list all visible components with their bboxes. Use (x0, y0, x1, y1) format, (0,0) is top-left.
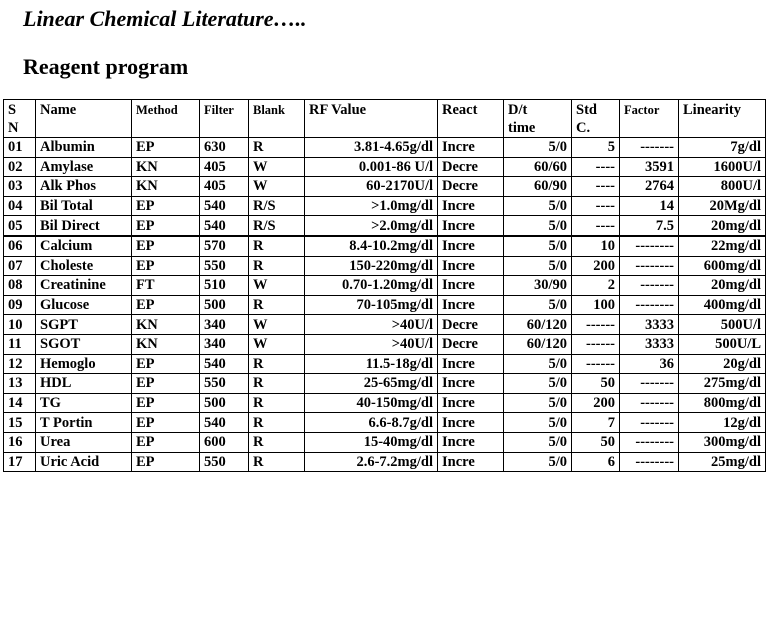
cell-rf-value: 11.5-18g/dl (305, 354, 438, 374)
header-name: Name (36, 100, 132, 138)
cell-std: ---- (572, 177, 620, 197)
cell-filter: 540 (200, 413, 249, 433)
cell-sn: 12 (4, 354, 36, 374)
cell-react: Incre (438, 393, 504, 413)
cell-std: ---- (572, 196, 620, 216)
cell-std: ---- (572, 216, 620, 236)
table-row (4, 432, 766, 452)
cell-std: 7 (572, 413, 620, 433)
cell-std: ------ (572, 334, 620, 354)
cell-std: 2 (572, 276, 620, 296)
cell-react: Incre (438, 256, 504, 276)
cell-filter: 340 (200, 315, 249, 335)
cell-std: 10 (572, 236, 620, 256)
cell-dt-time: 5/0 (504, 393, 572, 413)
cell-linearity: 22mg/dl (679, 236, 766, 256)
cell-react: Decre (438, 334, 504, 354)
cell-blank: W (249, 157, 305, 177)
table-row (4, 295, 766, 315)
header-blank: Blank (249, 100, 305, 138)
cell-dt-time: 60/90 (504, 177, 572, 197)
cell-sn: 09 (4, 295, 36, 315)
cell-rf-value: 8.4-10.2mg/dl (305, 236, 438, 256)
cell-blank: W (249, 276, 305, 296)
cell-factor: ------- (620, 374, 679, 394)
cell-dt-time: 5/0 (504, 413, 572, 433)
cell-rf-value: 70-105mg/dl (305, 295, 438, 315)
table-row (4, 393, 766, 413)
cell-react: Decre (438, 177, 504, 197)
cell-name: Urea (36, 432, 132, 452)
cell-name: Albumin (36, 138, 132, 158)
cell-sn: 11 (4, 334, 36, 354)
header-sn: S N (4, 100, 36, 138)
header-rf-value: RF Value (305, 100, 438, 138)
cell-method: EP (132, 413, 200, 433)
cell-blank: R (249, 452, 305, 472)
cell-rf-value: 0.001-86 U/l (305, 157, 438, 177)
cell-react: Incre (438, 276, 504, 296)
cell-std: 200 (572, 393, 620, 413)
cell-method: FT (132, 276, 200, 296)
cell-linearity: 20g/dl (679, 354, 766, 374)
cell-blank: W (249, 315, 305, 335)
cell-react: Decre (438, 315, 504, 335)
table-row (4, 138, 766, 158)
cell-factor: -------- (620, 256, 679, 276)
header-react: React (438, 100, 504, 138)
cell-name: T Portin (36, 413, 132, 433)
cell-method: EP (132, 374, 200, 394)
cell-name: Creatinine (36, 276, 132, 296)
cell-react: Incre (438, 216, 504, 236)
cell-factor: 14 (620, 196, 679, 216)
cell-sn: 05 (4, 216, 36, 236)
header-filter: Filter (200, 100, 249, 138)
cell-linearity: 20Mg/dl (679, 196, 766, 216)
cell-std: ---- (572, 157, 620, 177)
table-row (4, 256, 766, 276)
cell-dt-time: 5/0 (504, 236, 572, 256)
table-body (4, 138, 766, 472)
cell-factor: -------- (620, 432, 679, 452)
cell-dt-time: 5/0 (504, 354, 572, 374)
cell-dt-time: 5/0 (504, 216, 572, 236)
cell-name: HDL (36, 374, 132, 394)
cell-rf-value: >1.0mg/dl (305, 196, 438, 216)
cell-blank: R (249, 354, 305, 374)
cell-rf-value: >40U/l (305, 315, 438, 335)
cell-filter: 550 (200, 256, 249, 276)
cell-filter: 550 (200, 452, 249, 472)
table-row (4, 177, 766, 197)
cell-name: Amylase (36, 157, 132, 177)
cell-factor: 7.5 (620, 216, 679, 236)
cell-filter: 500 (200, 393, 249, 413)
cell-rf-value: 60-2170U/l (305, 177, 438, 197)
table-row (4, 374, 766, 394)
cell-std: 50 (572, 432, 620, 452)
cell-dt-time: 30/90 (504, 276, 572, 296)
cell-linearity: 800U/l (679, 177, 766, 197)
cell-rf-value: 2.6-7.2mg/dl (305, 452, 438, 472)
cell-method: EP (132, 256, 200, 276)
cell-linearity: 20mg/dl (679, 276, 766, 296)
cell-filter: 540 (200, 196, 249, 216)
cell-method: KN (132, 157, 200, 177)
cell-sn: 01 (4, 138, 36, 158)
cell-filter: 540 (200, 216, 249, 236)
cell-sn: 10 (4, 315, 36, 335)
cell-sn: 07 (4, 256, 36, 276)
cell-dt-time: 5/0 (504, 256, 572, 276)
cell-method: EP (132, 138, 200, 158)
table-row (4, 452, 766, 472)
cell-linearity: 275mg/dl (679, 374, 766, 394)
cell-rf-value: 6.6-8.7g/dl (305, 413, 438, 433)
cell-dt-time: 60/120 (504, 334, 572, 354)
cell-filter: 630 (200, 138, 249, 158)
cell-std: ------ (572, 315, 620, 335)
cell-linearity: 600mg/dl (679, 256, 766, 276)
cell-factor: ------- (620, 138, 679, 158)
cell-name: TG (36, 393, 132, 413)
cell-react: Incre (438, 432, 504, 452)
cell-linearity: 12g/dl (679, 413, 766, 433)
cell-factor: -------- (620, 452, 679, 472)
cell-react: Incre (438, 138, 504, 158)
cell-sn: 17 (4, 452, 36, 472)
cell-react: Incre (438, 236, 504, 256)
table-row (4, 236, 766, 256)
cell-factor: 3333 (620, 315, 679, 335)
cell-rf-value: 15-40mg/dl (305, 432, 438, 452)
cell-dt-time: 60/60 (504, 157, 572, 177)
cell-name: Bil Direct (36, 216, 132, 236)
cell-blank: R (249, 236, 305, 256)
cell-name: SGOT (36, 334, 132, 354)
cell-rf-value: 0.70-1.20mg/dl (305, 276, 438, 296)
cell-react: Incre (438, 295, 504, 315)
cell-sn: 08 (4, 276, 36, 296)
cell-dt-time: 5/0 (504, 432, 572, 452)
cell-factor: 3591 (620, 157, 679, 177)
header-dt-time: D/t time (504, 100, 572, 138)
cell-method: EP (132, 236, 200, 256)
cell-linearity: 1600U/l (679, 157, 766, 177)
table-row (4, 334, 766, 354)
header-linearity: Linearity (679, 100, 766, 138)
cell-method: EP (132, 216, 200, 236)
cell-name: Calcium (36, 236, 132, 256)
cell-linearity: 500U/L (679, 334, 766, 354)
cell-filter: 510 (200, 276, 249, 296)
cell-dt-time: 5/0 (504, 452, 572, 472)
cell-factor: -------- (620, 236, 679, 256)
cell-blank: R (249, 256, 305, 276)
cell-sn: 02 (4, 157, 36, 177)
cell-sn: 14 (4, 393, 36, 413)
cell-sn: 06 (4, 236, 36, 256)
cell-method: EP (132, 295, 200, 315)
cell-method: EP (132, 354, 200, 374)
cell-dt-time: 5/0 (504, 374, 572, 394)
cell-sn: 04 (4, 196, 36, 216)
table-row (4, 157, 766, 177)
cell-rf-value: 150-220mg/dl (305, 256, 438, 276)
cell-blank: R (249, 374, 305, 394)
cell-std: 6 (572, 452, 620, 472)
cell-sn: 13 (4, 374, 36, 394)
document-subtitle: Reagent program (23, 54, 189, 79)
reagent-table (3, 99, 766, 472)
cell-rf-value: 40-150mg/dl (305, 393, 438, 413)
cell-blank: W (249, 177, 305, 197)
cell-factor: 36 (620, 354, 679, 374)
cell-linearity: 7g/dl (679, 138, 766, 158)
cell-factor: 2764 (620, 177, 679, 197)
cell-rf-value: 3.81-4.65g/dl (305, 138, 438, 158)
cell-name: Hemoglo (36, 354, 132, 374)
table-header-row (4, 100, 766, 138)
cell-sn: 03 (4, 177, 36, 197)
cell-react: Decre (438, 157, 504, 177)
cell-linearity: 800mg/dl (679, 393, 766, 413)
cell-method: EP (132, 452, 200, 472)
cell-method: EP (132, 393, 200, 413)
cell-factor: ------- (620, 393, 679, 413)
cell-std: 100 (572, 295, 620, 315)
cell-method: EP (132, 196, 200, 216)
header-factor: Factor (620, 100, 679, 138)
cell-filter: 570 (200, 236, 249, 256)
cell-filter: 600 (200, 432, 249, 452)
cell-filter: 340 (200, 334, 249, 354)
cell-method: KN (132, 177, 200, 197)
cell-react: Incre (438, 374, 504, 394)
cell-blank: R/S (249, 216, 305, 236)
cell-react: Incre (438, 196, 504, 216)
cell-factor: -------- (620, 295, 679, 315)
cell-name: Alk Phos (36, 177, 132, 197)
cell-linearity: 20mg/dl (679, 216, 766, 236)
cell-dt-time: 5/0 (504, 138, 572, 158)
cell-factor: ------- (620, 276, 679, 296)
cell-std: ------ (572, 354, 620, 374)
cell-factor: 3333 (620, 334, 679, 354)
cell-std: 50 (572, 374, 620, 394)
cell-linearity: 25mg/dl (679, 452, 766, 472)
cell-factor: ------- (620, 413, 679, 433)
cell-blank: R/S (249, 196, 305, 216)
cell-filter: 405 (200, 157, 249, 177)
cell-sn: 15 (4, 413, 36, 433)
cell-rf-value: >2.0mg/dl (305, 216, 438, 236)
cell-std: 5 (572, 138, 620, 158)
cell-name: Choleste (36, 256, 132, 276)
cell-rf-value: 25-65mg/dl (305, 374, 438, 394)
table-row (4, 216, 766, 236)
cell-linearity: 400mg/dl (679, 295, 766, 315)
cell-blank: W (249, 334, 305, 354)
cell-dt-time: 5/0 (504, 295, 572, 315)
cell-dt-time: 60/120 (504, 315, 572, 335)
cell-linearity: 300mg/dl (679, 432, 766, 452)
cell-filter: 540 (200, 354, 249, 374)
cell-method: KN (132, 315, 200, 335)
cell-linearity: 500U/l (679, 315, 766, 335)
cell-blank: R (249, 138, 305, 158)
header-method: Method (132, 100, 200, 138)
cell-blank: R (249, 393, 305, 413)
cell-sn: 16 (4, 432, 36, 452)
cell-name: Glucose (36, 295, 132, 315)
document-title: Linear Chemical Literature….. (23, 6, 307, 31)
cell-dt-time: 5/0 (504, 196, 572, 216)
cell-blank: R (249, 432, 305, 452)
table-row (4, 413, 766, 433)
cell-method: KN (132, 334, 200, 354)
cell-rf-value: >40U/l (305, 334, 438, 354)
cell-method: EP (132, 432, 200, 452)
cell-name: Bil Total (36, 196, 132, 216)
table-row (4, 276, 766, 296)
table-row (4, 354, 766, 374)
cell-filter: 500 (200, 295, 249, 315)
table-row (4, 196, 766, 216)
cell-react: Incre (438, 354, 504, 374)
table-row (4, 315, 766, 335)
cell-blank: R (249, 413, 305, 433)
cell-react: Incre (438, 452, 504, 472)
header-std: Std C. (572, 100, 620, 138)
cell-blank: R (249, 295, 305, 315)
cell-std: 200 (572, 256, 620, 276)
cell-react: Incre (438, 413, 504, 433)
cell-filter: 405 (200, 177, 249, 197)
cell-name: Uric Acid (36, 452, 132, 472)
cell-name: SGPT (36, 315, 132, 335)
cell-filter: 550 (200, 374, 249, 394)
